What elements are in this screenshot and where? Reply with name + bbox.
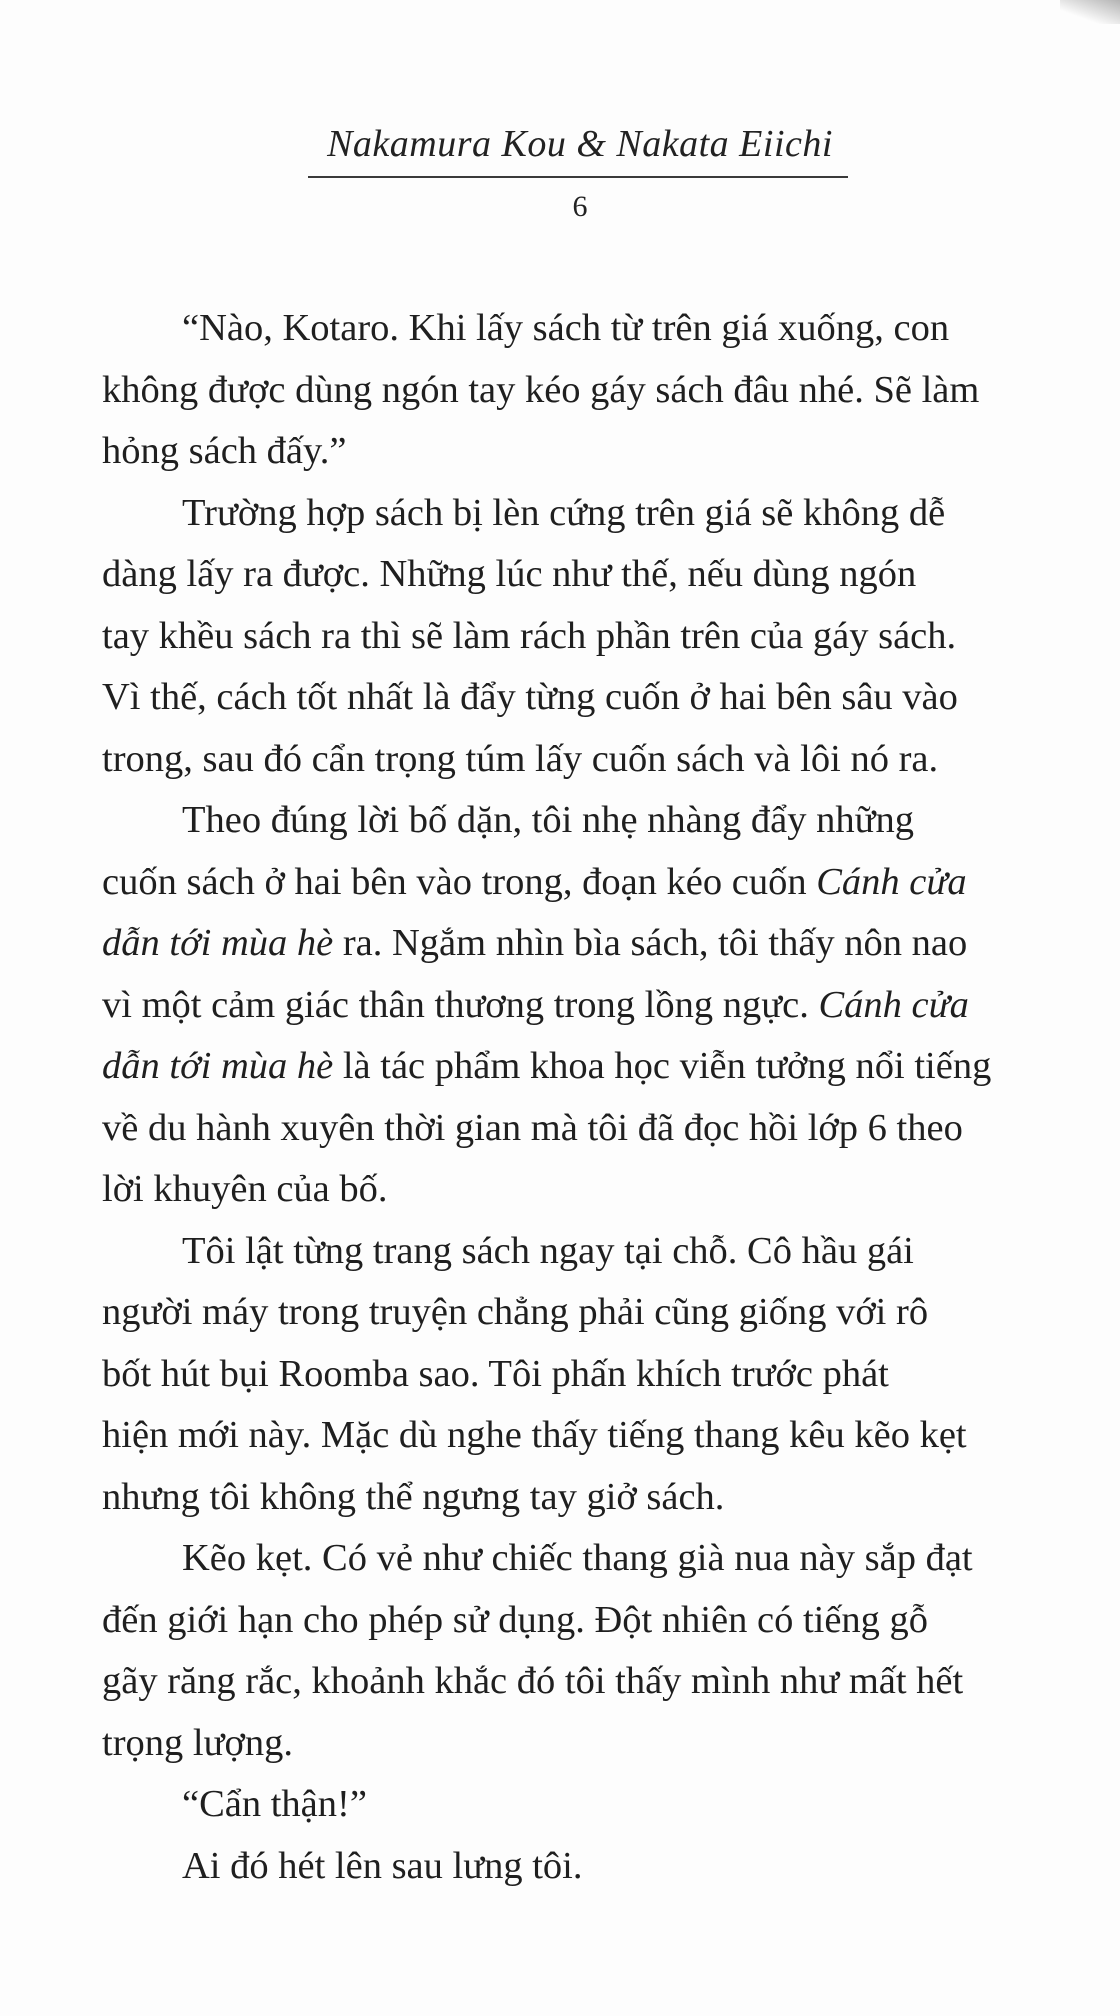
book-title-italic: Cánh cửa: [816, 860, 967, 903]
text-line: [102, 1344, 1062, 1406]
text-line-content: “Cẩn thận!”: [182, 1783, 367, 1825]
text-line: [102, 1651, 1062, 1713]
book-title-italic: dẫn tới mùa hè: [102, 922, 334, 964]
text-line-content: hỏng sách đấy.”: [102, 430, 347, 472]
text-line-content: “Nào, Kotaro. Khi lấy sách từ trên giá xuống, con: [182, 307, 950, 349]
text-line: [102, 729, 1062, 791]
text-line: [102, 790, 1062, 852]
running-head: Nakamura Kou & Nakata Eiichi: [327, 123, 833, 165]
text-line: [102, 1098, 1062, 1160]
text-line: [102, 1713, 1062, 1775]
text-line-content: lời khuyên của bố.: [102, 1168, 388, 1210]
text-line-content: nhưng tôi không thể ngưng tay giở sách.: [102, 1475, 725, 1518]
page-corner-shadow: [1060, 0, 1120, 24]
text-line: [102, 606, 1062, 668]
text-line-content: vì một cảm giác thân thương trong lồng ngực.: [102, 983, 819, 1026]
text-line: [102, 421, 1062, 483]
text-line: [102, 1774, 1062, 1836]
text-line-content: Trường hợp sách bị lèn cứng trên giá sẽ không dễ: [182, 491, 946, 534]
text-line: [102, 975, 1062, 1037]
text-line-content: về du hành xuyên thời gian mà tôi đã đọc hồi lớp 6 theo: [102, 1106, 963, 1149]
text-line-content: người máy trong truyện chẳng phải cũng giống với rô: [102, 1291, 929, 1333]
text-line: [102, 1282, 1062, 1344]
text-line-content: hiện mới này. Mặc dù nghe thấy tiếng thang kêu kẽo kẹt: [102, 1414, 967, 1456]
text-line-content: đến giới hạn cho phép sử dụng. Đột nhiên có tiếng gỗ: [102, 1598, 929, 1641]
book-title-italic: Cánh cửa: [818, 983, 969, 1026]
text-line-content: bốt hút bụi Roomba sao. Tôi phấn khích trước phát: [102, 1352, 889, 1395]
text-line: [102, 1590, 1062, 1652]
text-line: [102, 1036, 1062, 1098]
text-line: [102, 913, 1062, 975]
text-line-content: cuốn sách ở hai bên vào trong, đoạn kéo cuốn: [102, 860, 817, 903]
text-line-content: Kẽo kẹt. Có vẻ như chiếc thang già nua này sắp đạt: [182, 1537, 973, 1579]
text-line: [102, 1836, 1062, 1898]
text-line-content: trong, sau đó cẩn trọng túm lấy cuốn sách và lôi nó ra.: [102, 737, 939, 780]
text-line-content: Tôi lật từng trang sách ngay tại chỗ. Cô hầu gái: [182, 1229, 914, 1272]
text-line-content: Ai đó hét lên sau lưng tôi.: [182, 1844, 583, 1887]
text-line: [102, 1405, 1062, 1467]
text-line: [102, 1467, 1062, 1529]
text-line: [102, 544, 1062, 606]
text-line-content: là tác phẩm khoa học viễn tưởng nổi tiếng: [333, 1045, 992, 1087]
text-line: [102, 1159, 1062, 1221]
text-line: [102, 852, 1062, 914]
text-line: [102, 1221, 1062, 1283]
text-line-content: Theo đúng lời bố dặn, tôi nhẹ nhàng đẩy những: [182, 799, 914, 841]
text-line-content: tay khều sách ra thì sẽ làm rách phần trên của gáy sách.: [102, 614, 957, 657]
book-title-italic: dẫn tới mùa hè: [102, 1045, 334, 1087]
page-number: 6: [572, 190, 588, 223]
text-line: [102, 298, 1062, 360]
text-line-content: không được dùng ngón tay kéo gáy sách đâu nhé. Sẽ làm: [102, 368, 980, 411]
text-line-content: trọng lượng.: [102, 1721, 293, 1764]
text-line: [102, 483, 1062, 545]
text-line-content: gãy răng rắc, khoảnh khắc đó tôi thấy mình như mất hết: [102, 1660, 964, 1702]
text-line-content: ra. Ngắm nhìn bìa sách, tôi thấy nôn nao: [333, 922, 968, 964]
text-line: [102, 667, 1062, 729]
header-rule: [308, 176, 848, 178]
text-line-content: dàng lấy ra được. Những lúc như thế, nếu dùng ngón: [102, 553, 917, 595]
text-line: [102, 1528, 1062, 1590]
body-text: [102, 298, 1062, 1897]
text-line-content: Vì thế, cách tốt nhất là đẩy từng cuốn ở hai bên sâu vào: [102, 676, 958, 718]
text-line: [102, 360, 1062, 422]
